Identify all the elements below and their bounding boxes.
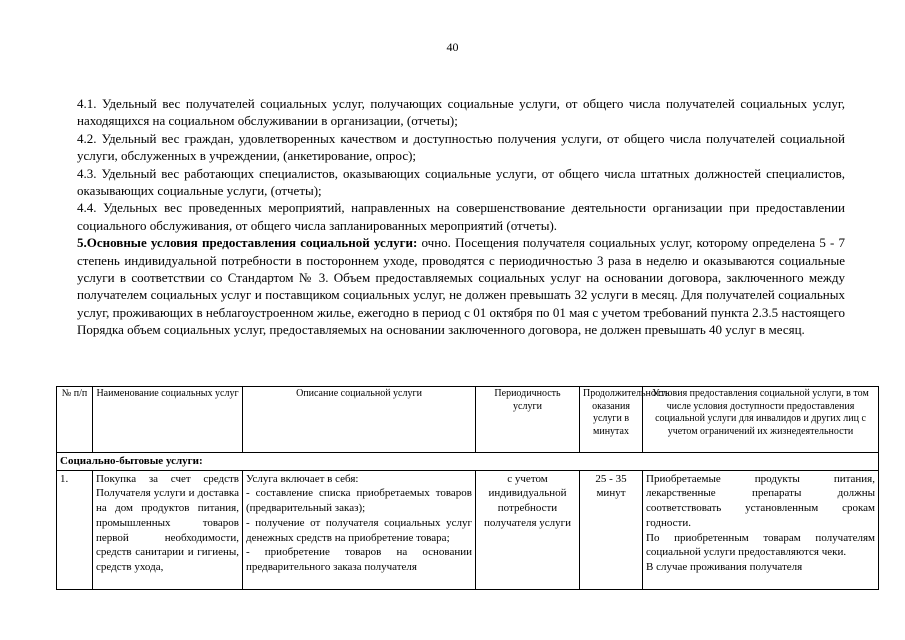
table-row [57, 470, 879, 589]
cell-duration: 25 - 35 минут [580, 470, 643, 589]
section-row [57, 453, 879, 471]
table-header-row [57, 387, 879, 453]
cell-periodicity: с учетом индивидуальной потребности получателя услуги [476, 470, 580, 589]
paragraph-5 [77, 234, 845, 338]
paragraph-4-3: 4.3. Удельный вес работающих специалистов, оказывающих социальные услуги, от общего числа штатных должностей специалистов, оказывающих социальные услуги, (отчеты); [77, 165, 845, 199]
cell-name: Покупка за счет средств Получателя услуги и доставка на дом продуктов питания, промышленных товаров первой необходимости, средств санитарии и гигиены, средств ухода, [93, 470, 243, 589]
paragraph-5-heading: 5.Основные условия предоставления социальной услуги: [77, 235, 418, 251]
header-duration: Продолжительность оказания услуги в минутах [580, 387, 643, 453]
header-name: Наименование социальных услуг [93, 387, 243, 453]
services-table [56, 386, 879, 590]
cell-num: 1. [57, 470, 93, 589]
header-conditions: Условия предоставления социальной услуги, в том числе условия доступности предоставления социальной услуги для инвалидов и других лиц с учетом ограничений их жизнедеятельности [643, 387, 879, 453]
section-title: Социально-бытовые услуги: [57, 453, 879, 471]
header-description: Описание социальной услуги [243, 387, 476, 453]
header-periodicity: Периодичность услуги [476, 387, 580, 453]
paragraph-4-1: 4.1. Удельный вес получателей социальных услуг, получающих социальные услуги, от общего числа получателей социальных услуг, находящихся на социальном обслуживании в организации, (отчеты); [77, 96, 845, 129]
header-num: № п/п [57, 387, 93, 453]
page-number: 40 [446, 40, 459, 54]
cell-conditions: Приобретаемые продукты питания, лекарственные препараты должны соответствовать установленным срокам годности. По приобретенным товарам получателям социальной услуги предоставляются чеки. В случае проживания получателя [643, 470, 879, 589]
paragraph-5-text: очно. Посещения получателя социальных услуг, которому определена 5 - 7 степень индивидуальной потребности в постороннем уходе, проводятся с периодичностью 3 раза в неделю и оказываются социальные услуги в соответствии со Стандартом № 3. Объем предоставляемых социальных услуг на основании договора, заключенного между получателем социальных услуг и поставщиком социальных услуг, не должен превышать 32 услуги в месяц. Для получателей социальных услуг, проживающих в неблагоустроенном жилье, ежегодно в период с 01 октября по 01 мая с учетом требований пункта 2.3.5 настоящего Порядка объем социальных услуг, предоставляемых на основании заключенного договора, не должен превышать 40 услуг в месяц. [77, 235, 845, 338]
paragraph-4-2: 4.2. Удельный вес граждан, удовлетворенных качеством и доступностью получения услуги, от общего числа получателей социальной услуги, обслуженных в учреждении, (анкетирование, опрос); [77, 130, 845, 164]
cell-description: Услуга включает в себя: - составление списка приобретаемых товаров (предварительный заказ); - получение от получателя социальных услуг денежных средств на приобретение товара; - приобретение товаров на основании предварительного заказа получателя [243, 470, 476, 589]
document-body [77, 95, 845, 339]
paragraph-4-4: 4.4. Удельных вес проведенных мероприятий, направленных на совершенствование деятельности организации при предоставлении социального обслуживания, от общего числа запланированных мероприятий (отчеты). [77, 200, 845, 233]
